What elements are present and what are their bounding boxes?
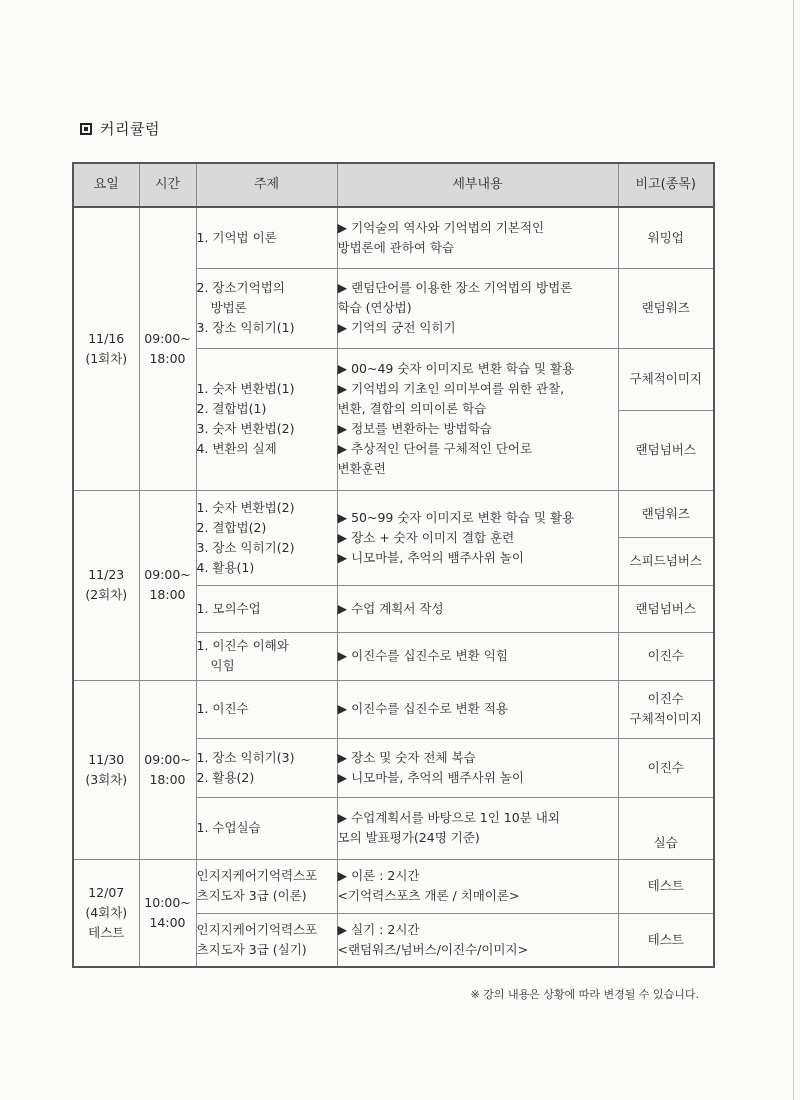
session-time-cell <box>139 859 196 967</box>
detail-cell <box>337 913 618 967</box>
detail-line: ▶ 이진수를 십진수로 변환 익힘 <box>337 648 508 663</box>
note-cell <box>618 738 714 797</box>
section-heading <box>80 118 160 139</box>
topic-line: 2. 결합법(2) <box>196 519 267 535</box>
session-date: 11/30 <box>88 751 125 767</box>
note-label: 랜덤워즈 <box>641 505 690 521</box>
detail-line: 변환훈련 <box>337 461 386 476</box>
topic-line: 1. 모의수업 <box>196 600 261 616</box>
note-cell <box>618 585 714 632</box>
topic-line: 3. 장소 익히기(1) <box>196 320 295 335</box>
topic-cell <box>196 632 337 680</box>
note-cell <box>618 268 714 348</box>
detail-line: ▶ 실기 : 2시간 <box>337 921 420 937</box>
note-label: 이진수 <box>647 759 684 775</box>
header-topic: 주제 <box>196 163 337 207</box>
note-cell <box>618 490 714 537</box>
detail-line: ▶ 장소 및 숫자 전체 복습 <box>337 749 476 765</box>
detail-line: ▶ 추상적인 단어를 구체적인 단어로 <box>337 441 533 456</box>
session-date: 11/16 <box>88 330 125 346</box>
topic-line: 4. 활용(1) <box>196 559 255 575</box>
detail-line: 변환, 결합의 의미이론 학습 <box>337 401 487 416</box>
topic-cell <box>196 207 337 268</box>
topic-line: 2. 결합법(1) <box>196 401 267 416</box>
topic-cell <box>196 490 337 585</box>
topic-cell <box>196 348 337 490</box>
detail-line: 방법론에 관하여 학습 <box>337 239 455 255</box>
session-date-cell <box>73 207 139 490</box>
note-label: 이진수 <box>647 691 684 706</box>
detail-line: <기억력스포츠 개론 / 치매이론> <box>337 888 520 903</box>
note-label: 테스트 <box>647 878 684 893</box>
session-round: (3회차) <box>85 771 128 787</box>
detail-line: ▶ 장소 + 숫자 이미지 결합 훈련 <box>337 529 515 545</box>
page-edge <box>793 0 794 1100</box>
detail-cell <box>337 207 618 268</box>
note-cell <box>618 680 714 738</box>
detail-cell <box>337 585 618 632</box>
topic-line: 1. 숫자 변환법(1) <box>196 381 295 396</box>
topic-line: 인지지케어기억력스포 <box>196 868 318 883</box>
note-label: 테스트 <box>647 931 684 947</box>
note-label: 실습 <box>653 834 678 850</box>
note-label: 구체적이미지 <box>629 371 702 386</box>
topic-line: 2. 장소기억법의 <box>196 280 285 295</box>
header-detail: 세부내용 <box>337 163 618 207</box>
topic-line: 1. 장소 익히기(3) <box>196 749 295 765</box>
header-note: 비고(종목) <box>618 163 714 207</box>
detail-cell <box>337 738 618 797</box>
detail-line: ▶ 랜덤단어를 이용한 장소 기억법의 방법론 <box>337 280 573 295</box>
detail-line: ▶ 니모마블, 추억의 뱀주사위 놀이 <box>337 549 524 565</box>
time-end: 18:00 <box>149 350 186 366</box>
detail-line: <랜덤워즈/넘버스/이진수/이미지> <box>337 941 529 957</box>
time-start: 09:00~ <box>144 567 191 582</box>
topic-cell <box>196 859 337 913</box>
topic-line: 1. 기억법 이론 <box>196 229 277 245</box>
note-cell <box>618 410 714 490</box>
detail-line: ▶ 기억법의 기초인 의미부여를 위한 관찰, <box>337 381 565 396</box>
topic-line: 1. 이진수 <box>196 701 249 716</box>
header-time: 시간 <box>139 163 196 207</box>
note-cell <box>618 348 714 410</box>
detail-line: ▶ 이진수를 십진수로 변환 적용 <box>337 701 508 716</box>
topic-line: 방법론 <box>210 300 247 315</box>
table-row <box>73 859 714 913</box>
detail-cell <box>337 797 618 859</box>
session-round: (4회차) <box>85 904 128 920</box>
section-title: 커리큘럼 <box>100 120 160 138</box>
detail-cell <box>337 680 618 738</box>
time-end: 18:00 <box>149 771 186 787</box>
session-round: (1회차) <box>85 350 128 366</box>
detail-line: ▶ 수업계획서를 바탕으로 1인 10분 내외 <box>337 810 560 825</box>
time-end: 14:00 <box>149 914 186 930</box>
topic-cell <box>196 585 337 632</box>
note-label: 구체적이미지 <box>629 711 702 726</box>
session-time-cell <box>139 207 196 490</box>
detail-cell <box>337 348 618 490</box>
topic-cell <box>196 268 337 348</box>
detail-cell <box>337 490 618 585</box>
session-extra: 테스트 <box>88 924 125 940</box>
detail-line: ▶ 니모마블, 추억의 뱀주사위 놀이 <box>337 769 524 785</box>
topic-line: 1. 수업실습 <box>196 820 261 835</box>
topic-line: 3. 숫자 변환법(2) <box>196 421 295 436</box>
detail-line: 학습 (연상법) <box>337 300 412 315</box>
note-cell <box>618 797 714 859</box>
table-row <box>73 207 714 268</box>
topic-line: 인지지케어기억력스포 <box>196 921 318 937</box>
note-label: 랜덤넘버스 <box>635 442 696 457</box>
topic-cell <box>196 680 337 738</box>
note-label: 스피드넘버스 <box>629 553 702 568</box>
topic-line: 2. 활용(2) <box>196 769 255 785</box>
note-label: 랜덤넘버스 <box>635 600 696 616</box>
detail-line: ▶ 정보를 변환하는 방법학습 <box>337 421 492 436</box>
square-bullet-icon <box>80 123 92 135</box>
footnote: ※ 강의 내용은 상황에 따라 변경될 수 있습니다. <box>470 988 699 1001</box>
topic-line: 익힘 <box>210 658 235 673</box>
time-start: 09:00~ <box>144 751 191 767</box>
note-cell <box>618 537 714 585</box>
header-day: 요일 <box>73 163 139 207</box>
session-time-cell <box>139 490 196 680</box>
note-cell <box>618 632 714 680</box>
topic-line: 1. 숫자 변환법(2) <box>196 499 295 515</box>
topic-line: 츠지도자 3급 (실기) <box>196 941 307 957</box>
table-row <box>73 490 714 537</box>
detail-line: ▶ 기억의 궁전 익히기 <box>337 320 456 335</box>
detail-line: ▶ 00~49 숫자 이미지로 변환 학습 및 활용 <box>337 361 575 376</box>
curriculum-table <box>72 162 715 968</box>
detail-line: ▶ 50~99 숫자 이미지로 변환 학습 및 활용 <box>337 509 575 525</box>
note-label: 랜덤워즈 <box>641 300 690 315</box>
detail-line: ▶ 이론 : 2시간 <box>337 868 420 883</box>
detail-cell <box>337 859 618 913</box>
detail-cell <box>337 268 618 348</box>
topic-cell <box>196 913 337 967</box>
time-end: 18:00 <box>149 587 186 602</box>
time-start: 10:00~ <box>144 894 191 910</box>
session-date-cell <box>73 859 139 967</box>
session-date: 11/23 <box>88 567 125 582</box>
note-label: 이진수 <box>647 648 684 663</box>
note-cell <box>618 859 714 913</box>
note-cell <box>618 913 714 967</box>
session-date-cell <box>73 680 139 859</box>
time-start: 09:00~ <box>144 330 191 346</box>
header-row <box>73 163 714 207</box>
topic-line: 츠지도자 3급 (이론) <box>196 888 307 903</box>
topic-cell <box>196 797 337 859</box>
note-label: 워밍업 <box>647 229 684 245</box>
topic-line: 1. 이진수 이해와 <box>196 638 289 653</box>
detail-line: 모의 발표평가(24명 기준) <box>337 830 480 845</box>
topic-line: 3. 장소 익히기(2) <box>196 539 295 555</box>
detail-line: ▶ 기억술의 역사와 기억법의 기본적인 <box>337 219 545 235</box>
note-cell <box>618 207 714 268</box>
session-round: (2회차) <box>85 587 128 602</box>
session-time-cell <box>139 680 196 859</box>
detail-line: ▶ 수업 계획서 작성 <box>337 600 444 616</box>
session-date-cell <box>73 490 139 680</box>
session-date: 12/07 <box>88 884 125 900</box>
table-row <box>73 680 714 738</box>
topic-line: 4. 변환의 실제 <box>196 441 277 456</box>
detail-cell <box>337 632 618 680</box>
topic-cell <box>196 738 337 797</box>
